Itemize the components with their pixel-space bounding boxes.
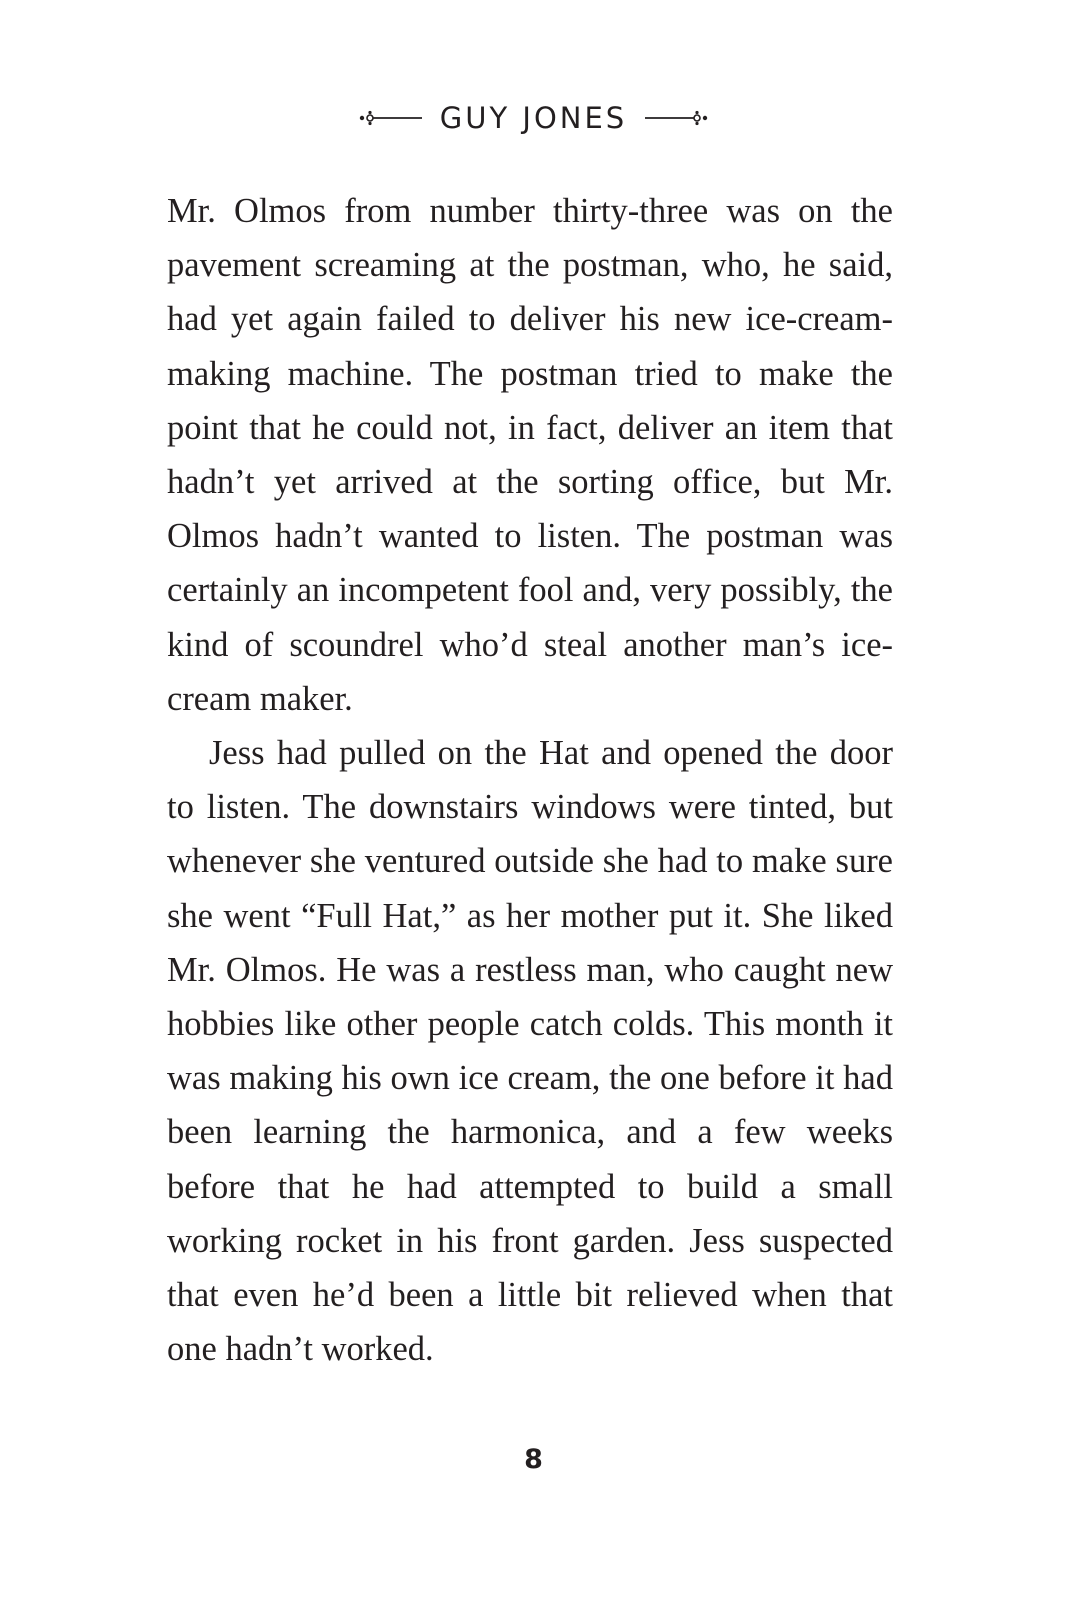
right-ornament-icon: [641, 108, 711, 128]
header-title: GUY JONES: [439, 100, 628, 135]
page-number: 8: [524, 1444, 543, 1475]
running-header: [0, 96, 1067, 140]
body-text: [167, 184, 893, 1376]
paragraph-1: Mr. Olmos from number thirty-three was on the pavement screaming at the postman, who, he said, had yet again failed to deliver his new ice-cream-making machine. The postman tried to make the point that he could not, in fact, deliver an item that hadn’t yet arrived at the sorting office, but Mr. Olmos hadn’t wanted to listen. The postman was certainly an incompetent fool and, very possibly, the kind of scoundrel who’d steal another man’s ice-cream maker.: [167, 192, 893, 718]
paragraph-2: Jess had pulled on the Hat and opened the door to listen. The downstairs windows were tinted, but whenever she ventured outside she had to make sure she went “Full Hat,” as her mother put it. She liked Mr. Olmos. He was a restless man, who caught new hobbies like other people catch colds. This month it was making his own ice cream, the one before it had been learning the harmonica, and a few weeks before that he had attempted to build a small working rocket in his front garden. Jess suspected that even he’d been a little bit relieved when that one hadn’t worked.: [167, 734, 893, 1369]
left-ornament-icon: [356, 108, 426, 128]
